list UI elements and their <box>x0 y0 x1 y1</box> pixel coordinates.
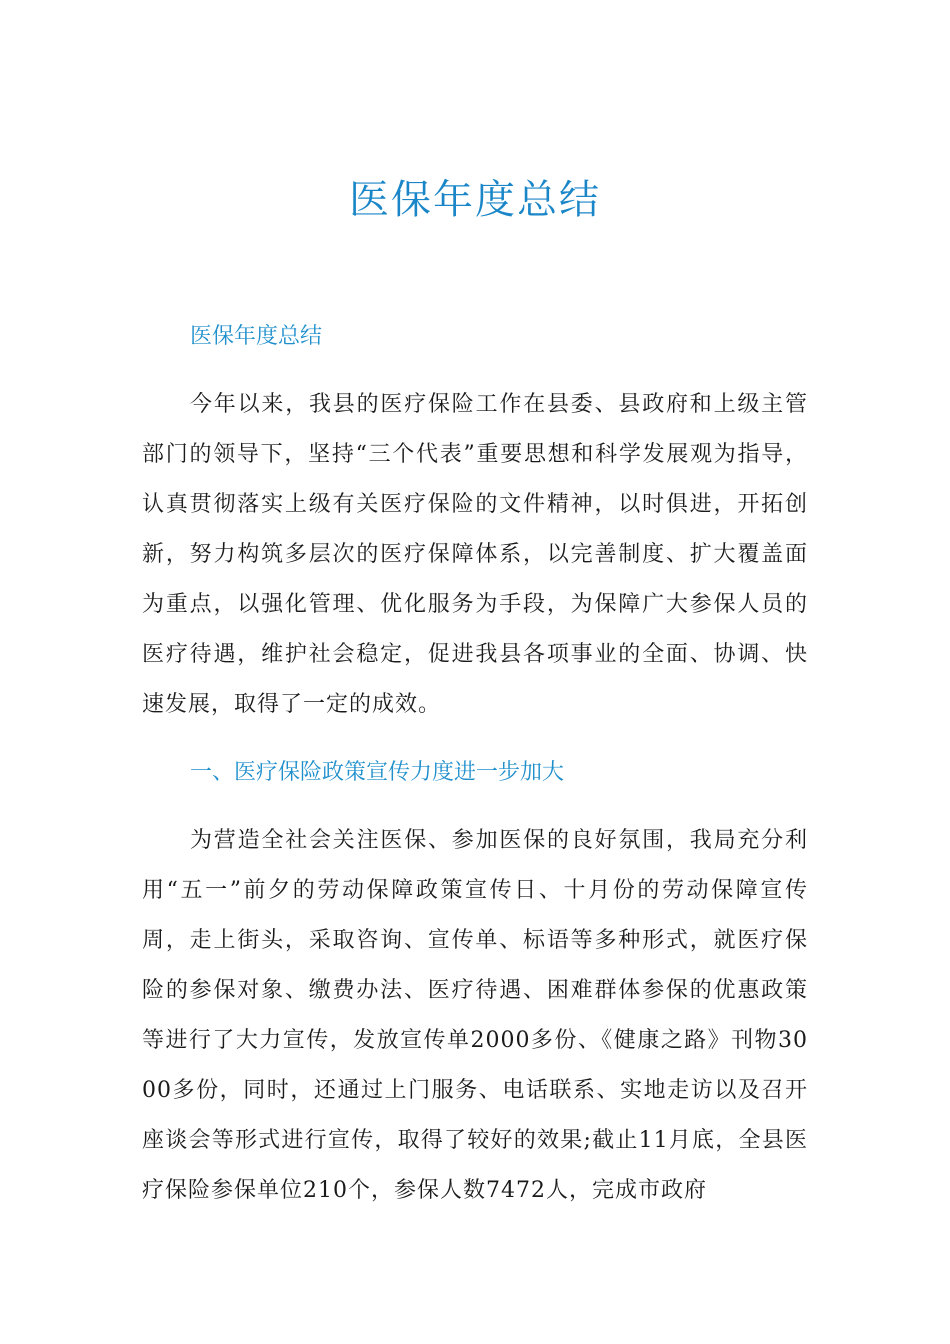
document-title: 医保年度总结 <box>349 177 601 223</box>
spacer <box>142 798 808 816</box>
subtitle-heading: 医保年度总结 <box>190 324 323 349</box>
document-body <box>142 312 808 1216</box>
section-1-paragraph: 为营造全社会关注医保、参加医保的良好氛围，我局充分利用“五一”前夕的劳动保障政策宣传日、十月份的劳动保障宣传周，走上街头，采取咨询、宣传单、标语等多种形式，就医疗保险的参保对象、缴费办法、医疗待遇、困难群体参保的优惠政策等进行了大力宣传，发放宣传单2000多份、《健康之路》刊物3000多份，同时，还通过上门服务、电话联系、实地走访以及召开座谈会等形式进行宣传，取得了较好的效果;截止11月底，全县医疗保险参保单位210个，参保人数7472人，完成市政府 <box>142 828 808 1203</box>
intro-paragraph: 今年以来，我县的医疗保险工作在县委、县政府和上级主管部门的领导下，坚持“三个代表”重要思想和科学发展观为指导，认真贯彻落实上级有关医疗保险的文件精神，以时俱进，开拓创新，努力构筑多层次的医疗保障体系，以完善制度、扩大覆盖面为重点，以强化管理、优化服务为手段，为保障广大参保人员的医疗待遇，维护社会稳定，促进我县各项事业的全面、协调、快速发展，取得了一定的成效。 <box>142 392 808 717</box>
spacer <box>142 730 808 748</box>
section-1-heading: 一、医疗保险政策宣传力度进一步加大 <box>190 760 565 785</box>
spacer <box>142 362 808 380</box>
